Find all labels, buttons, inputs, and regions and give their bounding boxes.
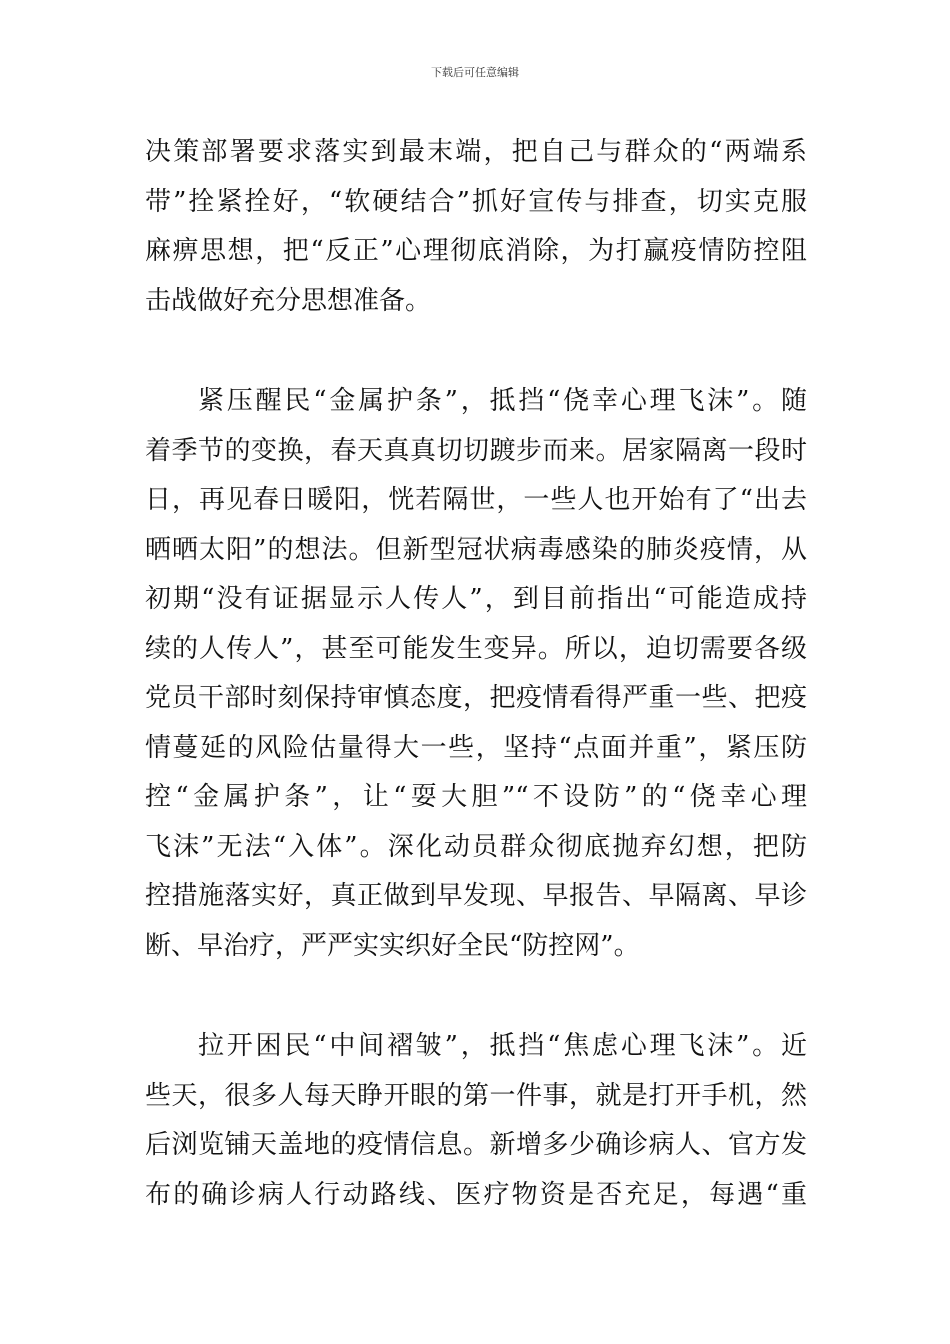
text-line: 初期“没有证据显示人传人”，到目前指出“可能造成持 — [145, 584, 807, 614]
paragraph-1 — [145, 128, 807, 326]
text-line: 些天，很多人每天睁开眼的第一件事，就是打开手机，然 — [145, 1080, 807, 1111]
text-line: 日，再见春日暖阳，恍若隔世，一些人也开始有了“出去 — [145, 485, 807, 515]
text-line: 决策部署要求落实到最末端，把自己与群众的“两端系 — [145, 137, 807, 167]
text-line: 断、早治疗，严严实实织好全民“防控网”。 — [145, 930, 640, 961]
paragraph-2 — [145, 377, 807, 971]
text-line: 布的确诊病人行动路线、医疗物资是否充足，每遇“重 — [145, 1179, 807, 1210]
text-line: 紧压醒民“金属护条”，抵挡“侥幸心理飞沫”。随 — [198, 386, 807, 416]
text-line: 后浏览铺天盖地的疫情信息。新增多少确诊病人、官方发 — [145, 1130, 807, 1160]
text-line: 带”拴紧拴好，“软硬结合”抓好宣传与排查，切实克服 — [145, 186, 807, 217]
text-line: 续的人传人”，甚至可能发生变异。所以，迫切需要各级 — [145, 633, 807, 664]
paragraph-spacer — [145, 971, 807, 1022]
text-line: 控“金属护条”，让“耍大胆”“不设防”的“侥幸心理 — [145, 782, 807, 812]
text-line: 飞沫”无法“入体”。深化动员群众彻底抛弃幻想，把防 — [145, 831, 807, 862]
text-line: 情蔓延的风险估量得大一些，坚持“点面并重”，紧压防 — [145, 732, 807, 763]
paragraph-3 — [145, 1022, 807, 1220]
text-line: 着季节的变换，春天真真切切踱步而来。居家隔离一段时 — [145, 435, 807, 466]
document-body — [145, 128, 807, 1220]
text-line: 晒晒太阳”的想法。但新型冠状病毒感染的肺炎疫情，从 — [145, 534, 807, 565]
text-line: 拉开困民“中间褶皱”，抵挡“焦虑心理飞沫”。近 — [198, 1031, 807, 1061]
paragraph-spacer — [145, 326, 807, 377]
text-line: 击战做好充分思想准备。 — [145, 285, 432, 316]
text-line: 控措施落实好，真正做到早发现、早报告、早隔离、早诊 — [145, 881, 807, 911]
text-line: 麻痹思想，把“反正”心理彻底消除，为打赢疫情防控阻 — [145, 236, 807, 266]
text-line: 党员干部时刻保持审慎态度，把疫情看得严重一些、把疫 — [145, 683, 807, 713]
page-header-note: 下载后可任意编辑 — [431, 66, 519, 79]
